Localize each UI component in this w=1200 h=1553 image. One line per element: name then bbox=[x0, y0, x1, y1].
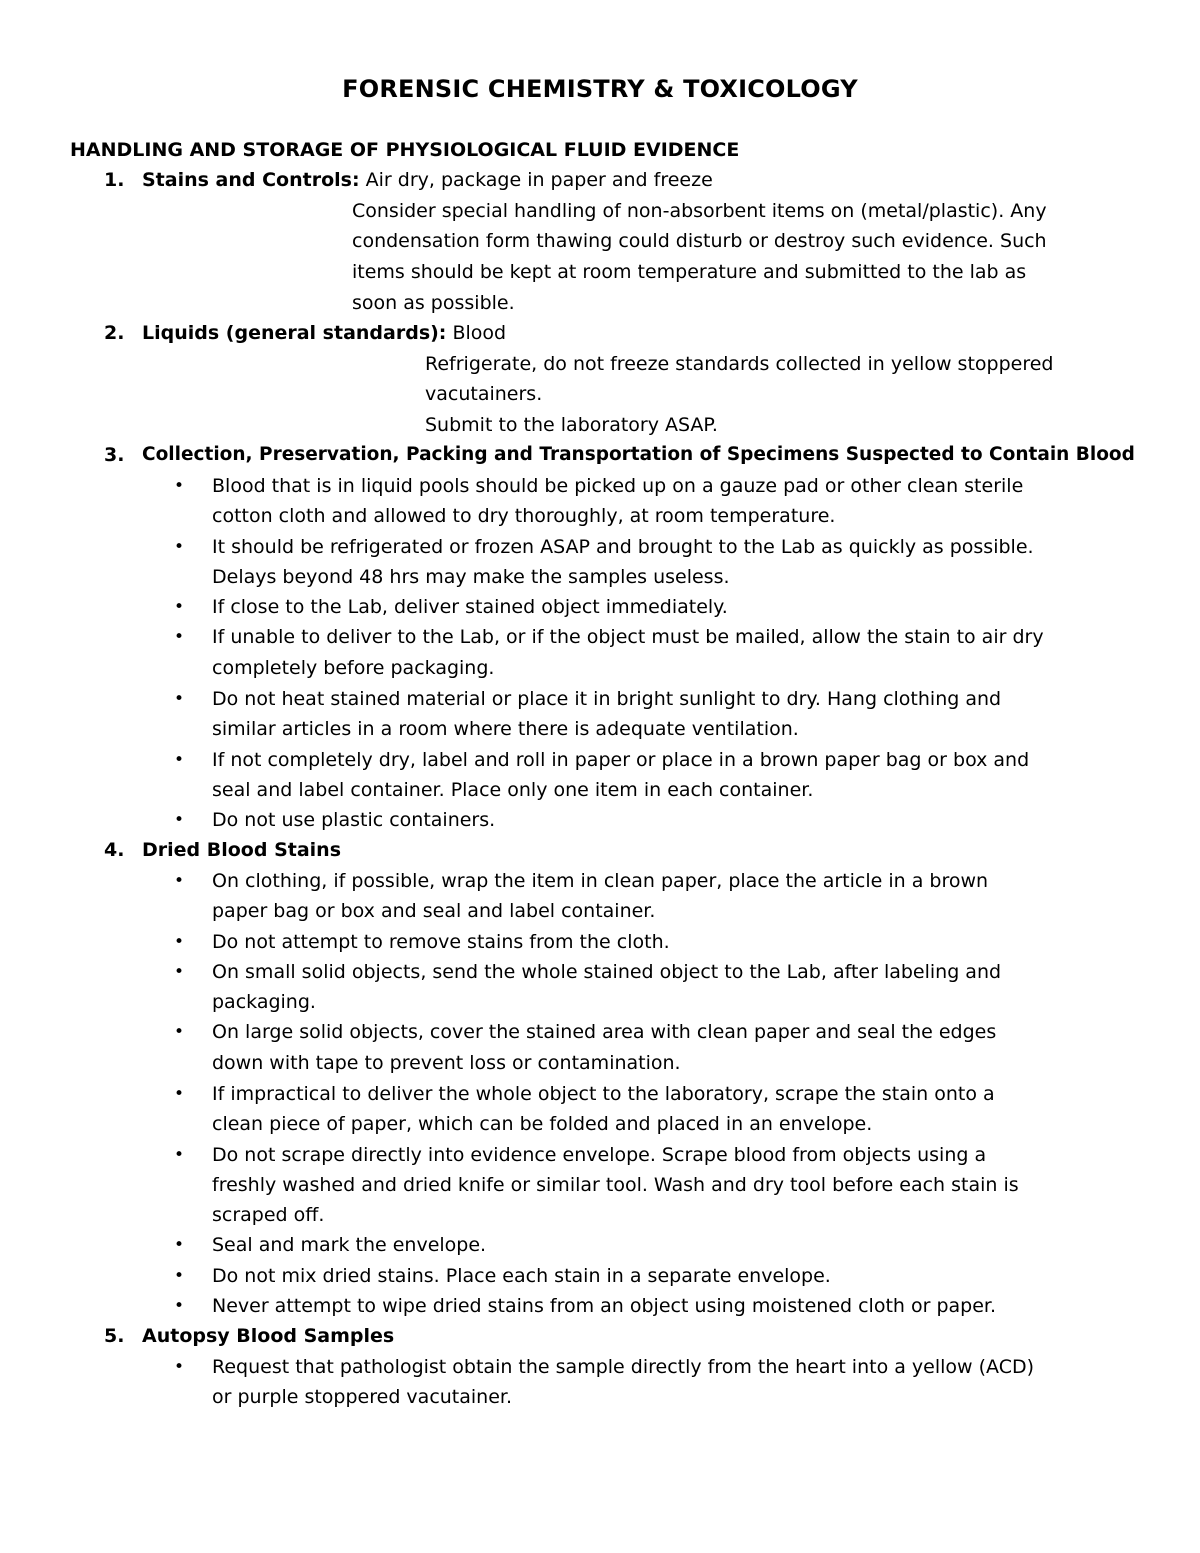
list-item-line: If impractical to deliver the whole object to the laboratory, scrape the stain onto a bbox=[212, 1083, 995, 1105]
list-item-line: completely before packaging. bbox=[212, 657, 495, 679]
bullet-icon: • bbox=[174, 932, 185, 952]
bullet-icon: • bbox=[174, 1266, 185, 1286]
item-1-desc-line: condensation form thawing could disturb or destroy such evidence. Such bbox=[352, 230, 1047, 252]
list-item-line: freshly washed and dried knife or similar tool. Wash and dry tool before each stain is bbox=[212, 1174, 1019, 1196]
list-item-line: or purple stoppered vacutainer. bbox=[212, 1386, 513, 1408]
list-item-line: cotton cloth and allowed to dry thoroughly, at room temperature. bbox=[212, 505, 836, 527]
item-2-line bbox=[142, 320, 506, 346]
item-1-label: Stains and Controls: bbox=[142, 169, 360, 191]
list-item-line: On small solid objects, send the whole stained object to the Lab, after labeling and bbox=[212, 961, 1002, 983]
bullet-icon: • bbox=[174, 750, 185, 770]
list-item-line: Request that pathologist obtain the sample directly from the heart into a yellow (ACD) bbox=[212, 1356, 1035, 1378]
bullet-icon: • bbox=[174, 1084, 185, 1104]
list-item-line: paper bag or box and seal and label container. bbox=[212, 900, 656, 922]
list-item-line: Do not attempt to remove stains from the cloth. bbox=[212, 931, 670, 953]
section-heading: HANDLING AND STORAGE OF PHYSIOLOGICAL FLUID EVIDENCE bbox=[70, 139, 740, 161]
list-item-line: Do not mix dried stains. Place each stain in a separate envelope. bbox=[212, 1265, 831, 1287]
document-title: FORENSIC CHEMISTRY & TOXICOLOGY bbox=[342, 75, 858, 103]
list-item-line: packaging. bbox=[212, 991, 316, 1013]
list-item-line: Do not use plastic containers. bbox=[212, 809, 496, 831]
list-item-line: similar articles in a room where there is adequate ventilation. bbox=[212, 718, 799, 740]
bullet-icon: • bbox=[174, 1296, 185, 1316]
bullet-icon: • bbox=[174, 1357, 185, 1377]
list-item-line: If close to the Lab, deliver stained object immediately. bbox=[212, 596, 728, 618]
list-item-line: If unable to deliver to the Lab, or if the object must be mailed, allow the stain to air dry bbox=[212, 626, 1044, 648]
item-5-label: Autopsy Blood Samples bbox=[142, 1325, 395, 1347]
item-number-5: 5. bbox=[104, 1325, 125, 1347]
list-item-line: Blood that is in liquid pools should be picked up on a gauze pad or other clean sterile bbox=[212, 475, 1024, 497]
bullet-icon: • bbox=[174, 689, 185, 709]
list-item-line: On large solid objects, cover the stained area with clean paper and seal the edges bbox=[212, 1021, 997, 1043]
item-4-label: Dried Blood Stains bbox=[142, 839, 342, 861]
bullet-icon: • bbox=[174, 1235, 185, 1255]
item-number-4: 4. bbox=[104, 839, 125, 861]
list-item-line: Do not scrape directly into evidence envelope. Scrape blood from objects using a bbox=[212, 1144, 987, 1166]
item-3-label: Collection, Preservation, Packing and Transportation of Specimens Suspected to Contain Blood bbox=[142, 444, 1135, 465]
bullet-icon: • bbox=[174, 962, 185, 982]
list-item-line: Delays beyond 48 hrs may make the samples useless. bbox=[212, 566, 730, 588]
bullet-icon: • bbox=[174, 871, 185, 891]
list-item-line: Never attempt to wipe dried stains from an object using moistened cloth or paper. bbox=[212, 1295, 997, 1317]
item-1-desc-line: Consider special handling of non-absorbent items on (metal/plastic). Any bbox=[352, 200, 1047, 222]
item-1-desc-line: soon as possible. bbox=[352, 292, 515, 314]
list-item-line: Seal and mark the envelope. bbox=[212, 1234, 487, 1256]
item-1-desc-line: items should be kept at room temperature and submitted to the lab as bbox=[352, 261, 1027, 283]
item-2-desc-line: Submit to the laboratory ASAP. bbox=[425, 414, 718, 436]
bullet-icon: • bbox=[174, 476, 185, 496]
bullet-icon: • bbox=[174, 537, 185, 557]
bullet-icon: • bbox=[174, 810, 185, 830]
item-number-1: 1. bbox=[104, 169, 125, 191]
item-2-desc-line: vacutainers. bbox=[425, 383, 543, 405]
list-item-line: It should be refrigerated or frozen ASAP and brought to the Lab as quickly as possible. bbox=[212, 536, 1034, 558]
list-item-line: Do not heat stained material or place it in bright sunlight to dry. Hang clothing and bbox=[212, 688, 1002, 710]
list-item-line: seal and label container. Place only one item in each container. bbox=[212, 779, 814, 801]
list-item-line: down with tape to prevent loss or contamination. bbox=[212, 1052, 681, 1074]
bullet-icon: • bbox=[174, 1145, 185, 1165]
item-1-line bbox=[142, 167, 713, 193]
list-item-line: clean piece of paper, which can be folded and placed in an envelope. bbox=[212, 1113, 873, 1135]
item-1-inline-text: Air dry, package in paper and freeze bbox=[365, 169, 713, 191]
list-item-line: If not completely dry, label and roll in paper or place in a brown paper bag or box and bbox=[212, 749, 1030, 771]
bullet-icon: • bbox=[174, 597, 185, 617]
bullet-icon: • bbox=[174, 1022, 185, 1042]
item-2-desc-line: Refrigerate, do not freeze standards collected in yellow stoppered bbox=[425, 353, 1054, 375]
item-number-3: 3. bbox=[104, 444, 125, 466]
item-2-inline-text: Blood bbox=[452, 322, 507, 344]
bullet-icon: • bbox=[174, 627, 185, 647]
item-number-2: 2. bbox=[104, 322, 125, 344]
list-item-line: scraped off. bbox=[212, 1204, 325, 1226]
item-2-label: Liquids (general standards): bbox=[142, 322, 447, 344]
list-item-line: On clothing, if possible, wrap the item in clean paper, place the article in a brown bbox=[212, 870, 989, 892]
